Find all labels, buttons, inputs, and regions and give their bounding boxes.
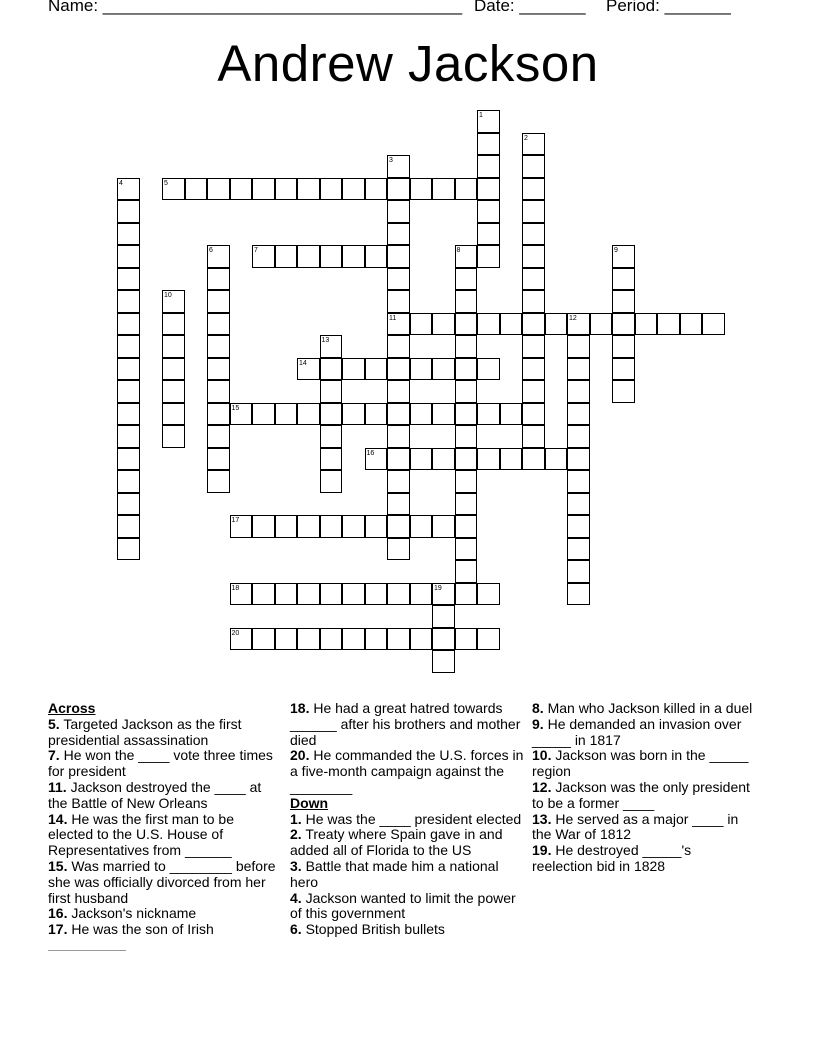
crossword-cell[interactable] [545, 313, 568, 336]
clue-down-19: 19. He destroyed _____'s reelection bid in 1828 [532, 842, 692, 874]
crossword-cell[interactable] [387, 358, 410, 381]
crossword-cell[interactable] [410, 358, 433, 381]
clue-down-12: 12. Jackson was the only president to be a former ____ [532, 778, 750, 811]
crossword-cell[interactable] [162, 425, 185, 448]
crossword-cell[interactable] [365, 403, 388, 426]
crossword-cell[interactable] [567, 538, 590, 561]
crossword-cell[interactable] [117, 448, 140, 471]
crossword-cell[interactable] [117, 268, 140, 291]
crossword-cell[interactable] [522, 290, 545, 313]
crossword-cell[interactable] [297, 403, 320, 426]
crossword-cell[interactable] [567, 470, 590, 493]
crossword-cell[interactable] [410, 178, 433, 201]
crossword-cell[interactable] [117, 290, 140, 313]
crossword-cell[interactable] [207, 268, 230, 291]
clue-number: 6 [209, 247, 213, 254]
crossword-cell[interactable] [117, 223, 140, 246]
clue-number: 17 [231, 517, 240, 524]
crossword-cell[interactable] [455, 403, 478, 426]
crossword-cell[interactable] [635, 313, 658, 336]
crossword-cell[interactable] [455, 268, 478, 291]
clue-number: 20 [231, 629, 240, 637]
crossword-cell[interactable] [117, 380, 140, 403]
crossword-cell[interactable] [207, 178, 230, 201]
crossword-cell[interactable] [567, 448, 590, 471]
crossword-cell[interactable] [455, 560, 478, 583]
clue-number: 14 [299, 359, 307, 367]
crossword-cell[interactable] [297, 628, 320, 651]
crossword-cell[interactable] [207, 380, 230, 403]
clue-column-3 [532, 701, 754, 875]
date-field[interactable]: Date: _______ [474, 0, 586, 15]
crossword-cell[interactable] [387, 538, 410, 561]
crossword-cell[interactable] [387, 470, 410, 493]
crossword-cell[interactable] [612, 313, 635, 336]
crossword-cell[interactable] [252, 515, 275, 538]
crossword-cell[interactable] [275, 403, 298, 426]
crossword-cell[interactable] [117, 493, 140, 516]
crossword-cell[interactable] [522, 178, 545, 201]
crossword-cell[interactable] [387, 515, 410, 538]
crossword-cell[interactable] [365, 628, 388, 651]
clue-number: 3 [389, 157, 393, 164]
crossword-cell[interactable] [455, 335, 478, 358]
clue-across-11: 11. Jackson destroyed the ____ at the Battle of New Orleans [48, 778, 262, 811]
crossword-cell[interactable] [387, 178, 410, 201]
crossword-cell[interactable] [365, 583, 388, 606]
crossword-cell[interactable] [522, 425, 545, 448]
crossword-cell[interactable] [477, 178, 500, 201]
crossword-cell[interactable] [342, 403, 365, 426]
clue-down-4: 4. Jackson wanted to limit the power of this government [290, 889, 516, 922]
crossword-cell[interactable] [455, 290, 478, 313]
crossword-cell[interactable] [567, 358, 590, 381]
crossword-cell[interactable] [162, 380, 185, 403]
clue-number: 7 [254, 247, 258, 254]
crossword-cell[interactable] [297, 245, 320, 268]
crossword-cell[interactable] [387, 403, 410, 426]
crossword-cell[interactable] [477, 403, 500, 426]
page-title: Andrew Jackson [217, 35, 599, 92]
crossword-cell[interactable] [320, 628, 343, 651]
crossword-cell[interactable] [432, 313, 455, 336]
clue-down-9: 9. He demanded an invasion over _____ in 1817 [532, 715, 742, 748]
crossword-cell[interactable] [252, 628, 275, 651]
crossword-cell[interactable] [567, 560, 590, 583]
crossword-cell[interactable] [522, 245, 545, 268]
crossword-cell[interactable] [477, 583, 500, 606]
crossword-cell[interactable] [207, 425, 230, 448]
crossword-cell[interactable] [387, 223, 410, 246]
period-field[interactable]: Period: _______ [606, 0, 731, 15]
crossword-cell[interactable] [432, 403, 455, 426]
crossword-cell[interactable] [207, 335, 230, 358]
crossword-cell[interactable] [567, 515, 590, 538]
crossword-cell[interactable] [567, 493, 590, 516]
crossword-cell[interactable] [387, 425, 410, 448]
clue-down-1: 1. He was the ____ president elected [290, 810, 522, 827]
clue-across-5: 5. Targeted Jackson as the first presidential assassination [48, 715, 242, 748]
crossword-cell[interactable] [297, 583, 320, 606]
crossword-cell[interactable] [410, 583, 433, 606]
clue-number: 13 [321, 337, 330, 344]
crossword-cell[interactable] [275, 178, 298, 201]
crossword-cell[interactable] [410, 628, 433, 651]
clue-number: 12 [569, 314, 577, 322]
crossword-cell[interactable] [477, 313, 500, 336]
crossword-cell[interactable] [455, 380, 478, 403]
crossword-cell[interactable] [117, 358, 140, 381]
crossword-cell[interactable] [387, 290, 410, 313]
crossword-cell[interactable] [387, 493, 410, 516]
crossword-cell[interactable] [522, 200, 545, 223]
crossword-cell[interactable] [275, 583, 298, 606]
crossword-cell[interactable] [455, 470, 478, 493]
clue-across-20: 20. He commanded the U.S. forces in a five-month campaign against the ________ [290, 747, 524, 795]
crossword-cell[interactable] [612, 380, 635, 403]
clue-number: 2 [524, 134, 528, 142]
crossword-cell[interactable] [320, 380, 343, 403]
clue-number: 1 [479, 112, 483, 119]
crossword-cell[interactable] [500, 448, 523, 471]
crossword-cell[interactable] [702, 313, 725, 336]
clue-column-1 [48, 701, 280, 955]
crossword-cell[interactable] [117, 200, 140, 223]
crossword-cell[interactable] [410, 313, 433, 336]
crossword-cell[interactable] [455, 493, 478, 516]
crossword-cell[interactable] [657, 313, 680, 336]
crossword-cell[interactable] [207, 403, 230, 426]
clue-down-13: 13. He served as a major ____ in the War of 1812 [532, 810, 739, 843]
crossword-cell[interactable] [365, 178, 388, 201]
crossword-cell[interactable] [387, 245, 410, 268]
crossword-cell[interactable] [117, 313, 140, 336]
clue-number: 10 [164, 292, 172, 299]
crossword-cell[interactable] [477, 200, 500, 223]
clue-across-15: 15. Was married to ________ before she was officially divorced from her first husband [48, 857, 276, 906]
crossword-cell[interactable] [387, 335, 410, 358]
clue-down-3: 3. Battle that made him a national hero [290, 857, 499, 890]
crossword-cell[interactable] [117, 538, 140, 561]
crossword-cell[interactable] [567, 583, 590, 606]
down-heading: Down [290, 794, 329, 811]
crossword-cell[interactable] [117, 470, 140, 493]
crossword-cell[interactable] [320, 470, 343, 493]
crossword-cell[interactable] [500, 403, 523, 426]
crossword-cell[interactable] [117, 245, 140, 268]
crossword-cell[interactable] [297, 178, 320, 201]
crossword-cell[interactable] [342, 358, 365, 381]
crossword-cell[interactable] [477, 245, 500, 268]
crossword-cell[interactable] [185, 178, 208, 201]
crossword-cell[interactable] [297, 515, 320, 538]
crossword-cell[interactable] [477, 628, 500, 651]
crossword-cell[interactable] [365, 515, 388, 538]
crossword-cell[interactable] [207, 290, 230, 313]
crossword-cell[interactable] [365, 358, 388, 381]
crossword-cell[interactable] [522, 313, 545, 336]
clue-across-17: 17. He was the son of Irish [48, 922, 280, 955]
crossword-cell[interactable] [387, 200, 410, 223]
clue-across-7: 7. He won the ____ vote three times for president [48, 747, 273, 780]
clue-across-14: 14. He was the first man to be elected to the U.S. House of Representatives from ______ [48, 810, 234, 859]
crossword-cell[interactable] [432, 628, 455, 651]
clue-number: 19 [434, 584, 442, 592]
crossword-cell[interactable] [207, 448, 230, 471]
crossword-cell[interactable] [432, 650, 455, 673]
crossword-cell[interactable] [320, 178, 343, 201]
crossword-cell[interactable] [410, 448, 433, 471]
crossword-cell[interactable] [117, 335, 140, 358]
crossword-cell[interactable] [590, 313, 613, 336]
crossword-cell[interactable] [342, 515, 365, 538]
name-field[interactable]: Name: ______________________________________ [48, 0, 463, 15]
crossword-cell[interactable] [567, 425, 590, 448]
crossword-cell[interactable] [342, 245, 365, 268]
clue-down-10: 10. Jackson was born in the _____ region [532, 747, 749, 780]
crossword-cell[interactable] [455, 178, 478, 201]
crossword-cell[interactable] [387, 628, 410, 651]
crossword-cell[interactable] [252, 178, 275, 201]
crossword-cell[interactable] [387, 268, 410, 291]
crossword-cell[interactable] [342, 178, 365, 201]
crossword-cell[interactable] [477, 155, 500, 178]
clue-down-8: 8. Man who Jackson killed in a duel [532, 700, 753, 716]
crossword-cell[interactable] [612, 290, 635, 313]
crossword-cell[interactable] [117, 515, 140, 538]
crossword-cell[interactable] [320, 425, 343, 448]
crossword-cell[interactable] [522, 335, 545, 358]
crossword-cell[interactable] [387, 448, 410, 471]
crossword-cell[interactable] [320, 245, 343, 268]
crossword-cell[interactable] [522, 155, 545, 178]
crossword-cell[interactable] [162, 313, 185, 336]
crossword-cell[interactable] [522, 223, 545, 246]
crossword-cell[interactable] [612, 358, 635, 381]
crossword-cell[interactable] [207, 358, 230, 381]
crossword-cell[interactable] [207, 313, 230, 336]
clue-number: 16 [366, 449, 375, 457]
clue-number: 9 [614, 247, 618, 254]
crossword-cell[interactable] [252, 403, 275, 426]
crossword-cell[interactable] [477, 133, 500, 156]
crossword-cell[interactable] [432, 448, 455, 471]
crossword-cell[interactable] [432, 178, 455, 201]
crossword-cell[interactable] [432, 358, 455, 381]
crossword-cell[interactable] [477, 448, 500, 471]
crossword-cell[interactable] [432, 605, 455, 628]
crossword-cell[interactable] [162, 335, 185, 358]
answer-blank-line [48, 950, 126, 951]
crossword-cell[interactable] [275, 245, 298, 268]
crossword-cell[interactable] [612, 335, 635, 358]
crossword-cell[interactable] [275, 628, 298, 651]
crossword-cell[interactable] [117, 425, 140, 448]
crossword-cell[interactable] [477, 358, 500, 381]
clue-down-6: 6. Stopped British bullets [290, 921, 445, 938]
clue-number: 4 [119, 179, 123, 187]
crossword-cell[interactable] [320, 358, 343, 381]
crossword-cell[interactable] [207, 470, 230, 493]
crossword-cell[interactable] [500, 313, 523, 336]
crossword-cell[interactable] [522, 380, 545, 403]
clue-number: 18 [231, 584, 240, 592]
crossword-cell[interactable] [567, 403, 590, 426]
clue-number: 11 [389, 314, 397, 322]
crossword-cell[interactable] [230, 178, 253, 201]
crossword-cell[interactable] [117, 403, 140, 426]
crossword-cell[interactable] [455, 448, 478, 471]
clue-number: 5 [164, 179, 168, 187]
crossword-cell[interactable] [320, 515, 343, 538]
crossword-cell[interactable] [455, 515, 478, 538]
crossword-cell[interactable] [455, 583, 478, 606]
crossword-cell[interactable] [455, 538, 478, 561]
clue-across-16: 16. Jackson's nickname [48, 905, 197, 922]
crossword-cell[interactable] [522, 268, 545, 291]
crossword-cell[interactable] [455, 358, 478, 381]
clue-down-2: 2. Treaty where Spain gave in and added all of Florida to the US [290, 826, 503, 859]
crossword-cell[interactable] [455, 313, 478, 336]
crossword-cell[interactable] [252, 583, 275, 606]
crossword-cell[interactable] [455, 425, 478, 448]
crossword-cell[interactable] [365, 245, 388, 268]
crossword-cell[interactable] [545, 448, 568, 471]
crossword-cell[interactable] [320, 403, 343, 426]
crossword-cell[interactable] [162, 358, 185, 381]
crossword-cell[interactable] [275, 515, 298, 538]
crossword-cell[interactable] [387, 583, 410, 606]
crossword-cell[interactable] [455, 628, 478, 651]
crossword-cell[interactable] [320, 448, 343, 471]
crossword-cell[interactable] [342, 628, 365, 651]
crossword-cell[interactable] [567, 380, 590, 403]
crossword-cell[interactable] [477, 223, 500, 246]
crossword-cell[interactable] [410, 515, 433, 538]
crossword-cell[interactable] [522, 448, 545, 471]
clue-across-18: 18. He had a great hatred towards ______ after his brothers and mother died [290, 700, 521, 748]
crossword-cell[interactable] [680, 313, 703, 336]
crossword-cell[interactable] [522, 358, 545, 381]
crossword-cell[interactable] [342, 583, 365, 606]
crossword-cell[interactable] [522, 403, 545, 426]
clue-number: 15 [231, 404, 240, 412]
clue-number: 8 [456, 247, 461, 254]
crossword-cell[interactable] [432, 515, 455, 538]
crossword-cell[interactable] [387, 380, 410, 403]
crossword-cell[interactable] [320, 583, 343, 606]
crossword-cell[interactable] [567, 335, 590, 358]
clue-column-2 [290, 701, 526, 938]
across-heading: Across [48, 700, 96, 716]
crossword-cell[interactable] [410, 403, 433, 426]
crossword-cell[interactable] [162, 403, 185, 426]
crossword-cell[interactable] [612, 268, 635, 291]
